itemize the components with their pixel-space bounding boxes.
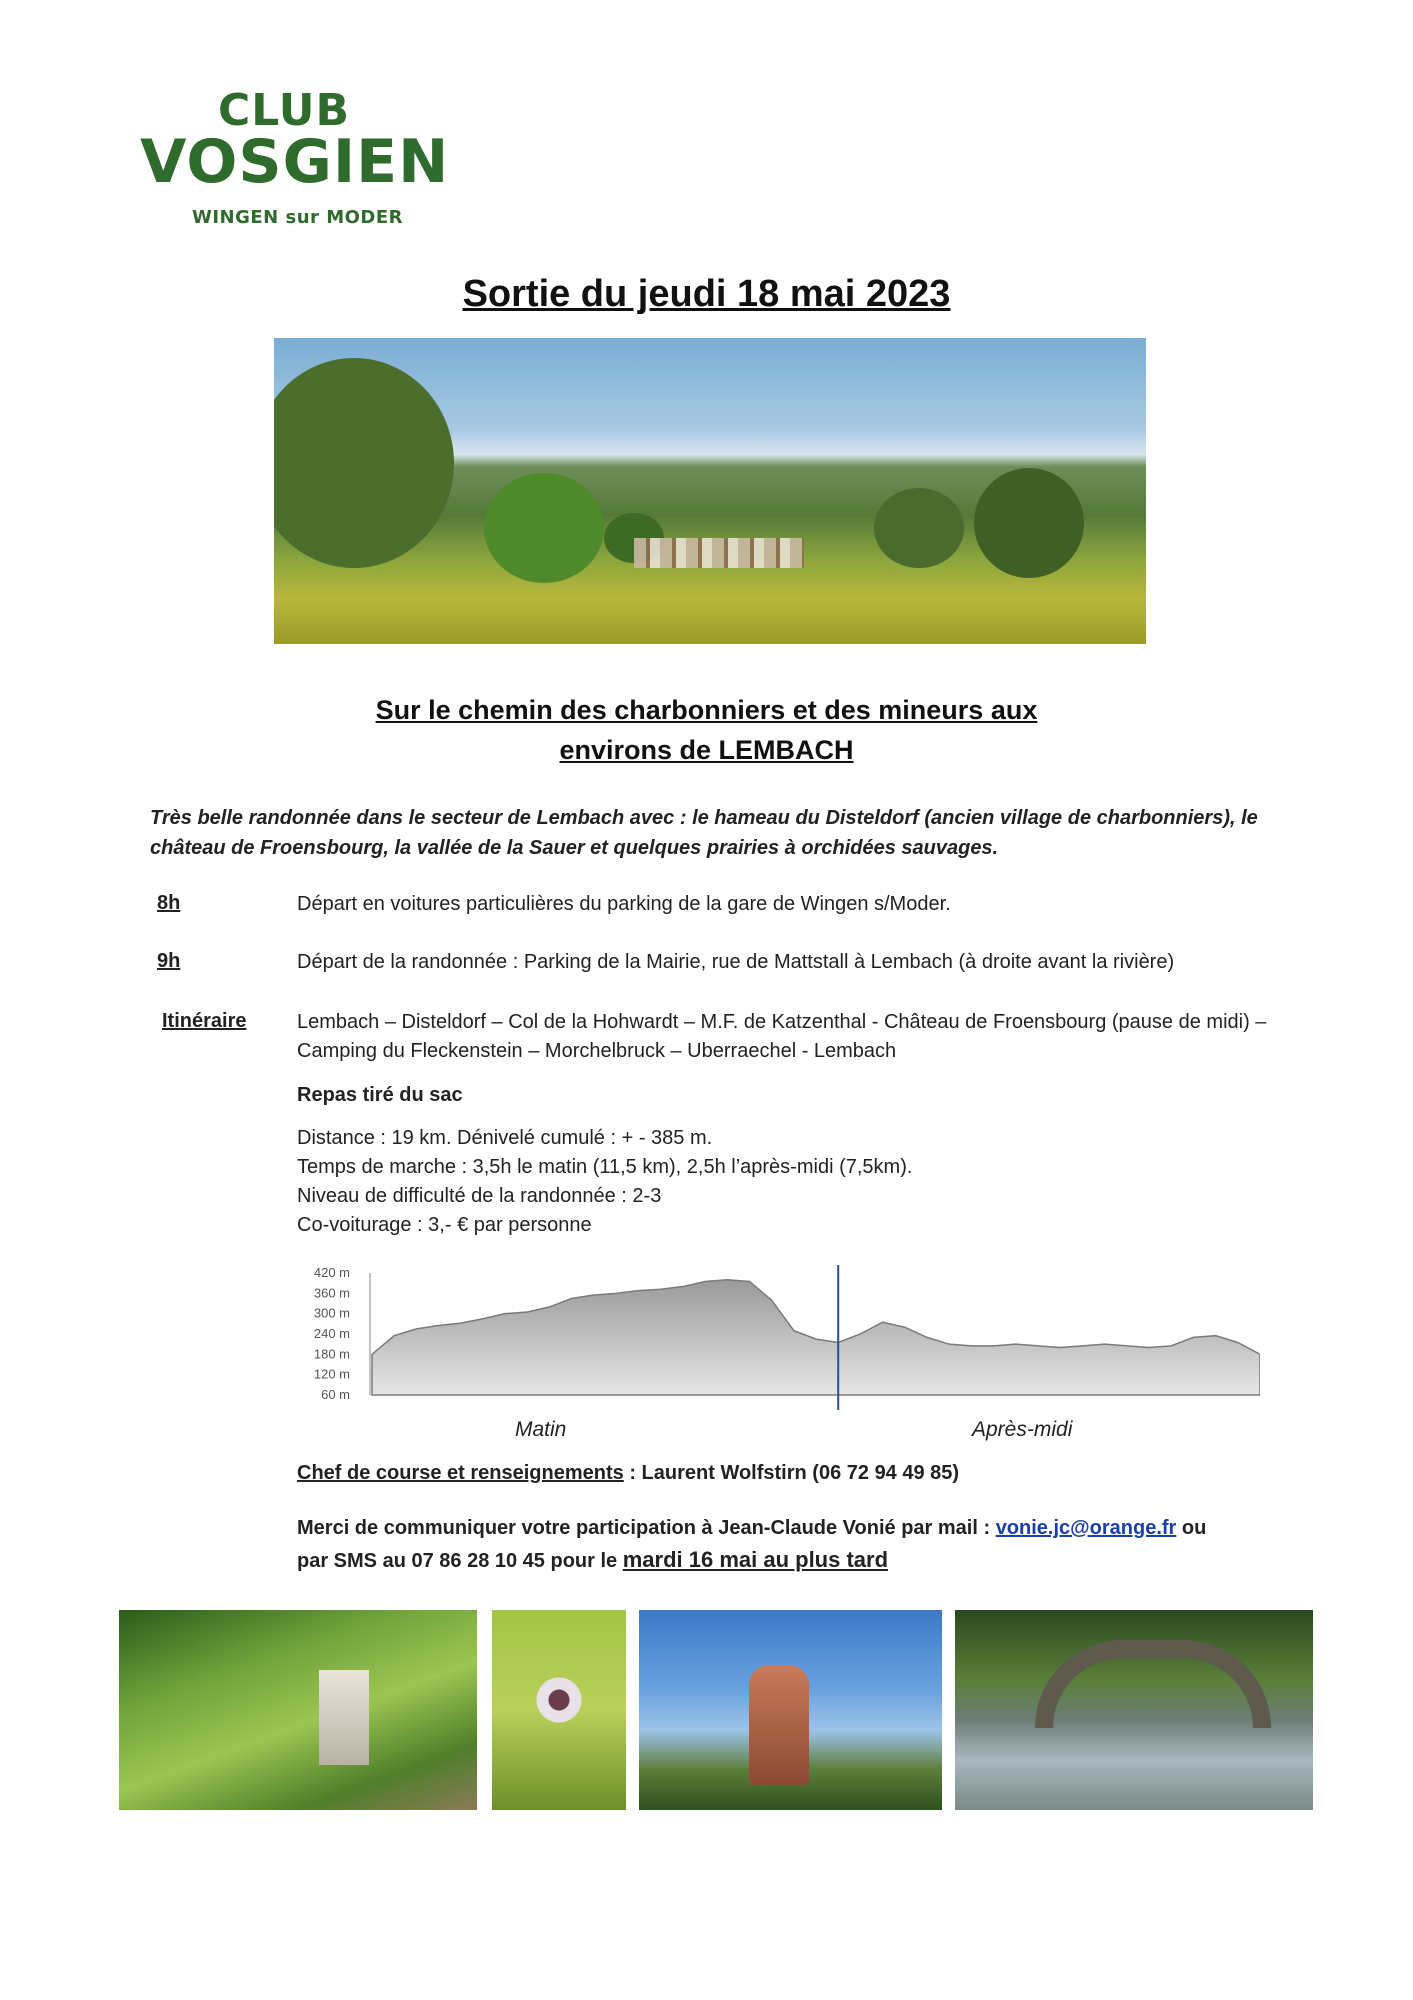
contact-label: Chef de course et renseignements	[297, 1462, 624, 1484]
y-tick-label: 180 m	[313, 1346, 350, 1362]
club-logo	[140, 85, 450, 235]
detail-walking-time: Temps de marche : 3,5h le matin (11,5 km), 2,5h l’après-midi (7,5km).	[297, 1156, 913, 1178]
itinerary-text: Lembach – Disteldorf – Col de la Hohwardt – M.F. de Katzenthal - Château de Froensbourg (pause de midi) – Camping du Fleckenstein – Morchelbruck – Uberraechel - Lembach	[297, 1011, 1267, 1062]
y-tick-label: 420 m	[313, 1265, 350, 1280]
y-tick-label: 300 m	[313, 1305, 350, 1321]
registration-text-1: Merci de communiquer votre participation à Jean-Claude Vonié par mail :	[297, 1517, 996, 1539]
y-tick-label: 360 m	[313, 1285, 350, 1301]
forest-path-photo	[119, 1610, 477, 1810]
landscape-photo	[274, 338, 1146, 644]
profile-label-afternoon: Après-midi	[972, 1418, 1073, 1441]
contact-line	[297, 1462, 1297, 1485]
logo-line-club: CLUB	[218, 85, 351, 136]
orchid-photo	[492, 1610, 626, 1810]
registration-text-3: par SMS au 07 86 28 10 45 pour le	[297, 1550, 623, 1572]
hike-details	[297, 1124, 1297, 1240]
elevation-profile-chart	[300, 1265, 1260, 1410]
elevation-area	[372, 1280, 1260, 1395]
contact-value: : Laurent Wolfstirn (06 72 94 49 85)	[623, 1462, 960, 1484]
registration-paragraph	[297, 1512, 1327, 1577]
hike-subtitle	[0, 690, 1413, 770]
schedule-label-9h: 9h	[157, 950, 181, 972]
logo-line-vosgien: VOSGIEN	[140, 127, 450, 197]
registration-deadline: mardi 16 mai au plus tard	[622, 1547, 889, 1572]
email-link[interactable]: vonie.jc@orange.fr	[995, 1517, 1177, 1539]
meal-note: Repas tiré du sac	[297, 1084, 463, 1106]
detail-difficulty: Niveau de difficulté de la randonnée : 2-3	[297, 1185, 662, 1207]
page-title: Sortie du jeudi 18 mai 2023	[462, 273, 951, 315]
y-tick-label: 120 m	[313, 1366, 350, 1382]
intro-paragraph: Très belle randonnée dans le secteur de Lembach avec : le hameau du Disteldorf (ancien village de charbonniers), le château de Froensbourg, la vallée de la Sauer et quelques prairies à orchidées sauvages.	[150, 807, 1258, 859]
subtitle-line-1: Sur le chemin des charbonniers et des mineurs aux	[375, 695, 1038, 725]
rock-formation-photo	[639, 1610, 942, 1810]
schedule-label-8h: 8h	[157, 892, 181, 914]
schedule-text-8h: Départ en voitures particulières du parking de la gare de Wingen s/Moder.	[297, 893, 951, 915]
subtitle-line-2: environs de LEMBACH	[559, 735, 854, 765]
schedule-text-9h: Départ de la randonnée : Parking de la Mairie, rue de Mattstall à Lembach (à droite avant la rivière)	[297, 951, 1175, 973]
detail-carpool: Co-voiturage : 3,- € par personne	[297, 1214, 592, 1236]
detail-distance: Distance : 19 km. Dénivelé cumulé : + - 385 m.	[297, 1127, 713, 1149]
registration-text-2: ou	[1176, 1517, 1207, 1539]
profile-label-morning: Matin	[515, 1418, 567, 1441]
stone-bridge-river-photo	[955, 1610, 1313, 1810]
itinerary-label: Itinéraire	[162, 1010, 247, 1032]
y-tick-label: 240 m	[313, 1326, 350, 1341]
logo-line-location: WINGEN sur MODER	[192, 207, 404, 228]
y-tick-label: 60 m	[321, 1387, 350, 1402]
